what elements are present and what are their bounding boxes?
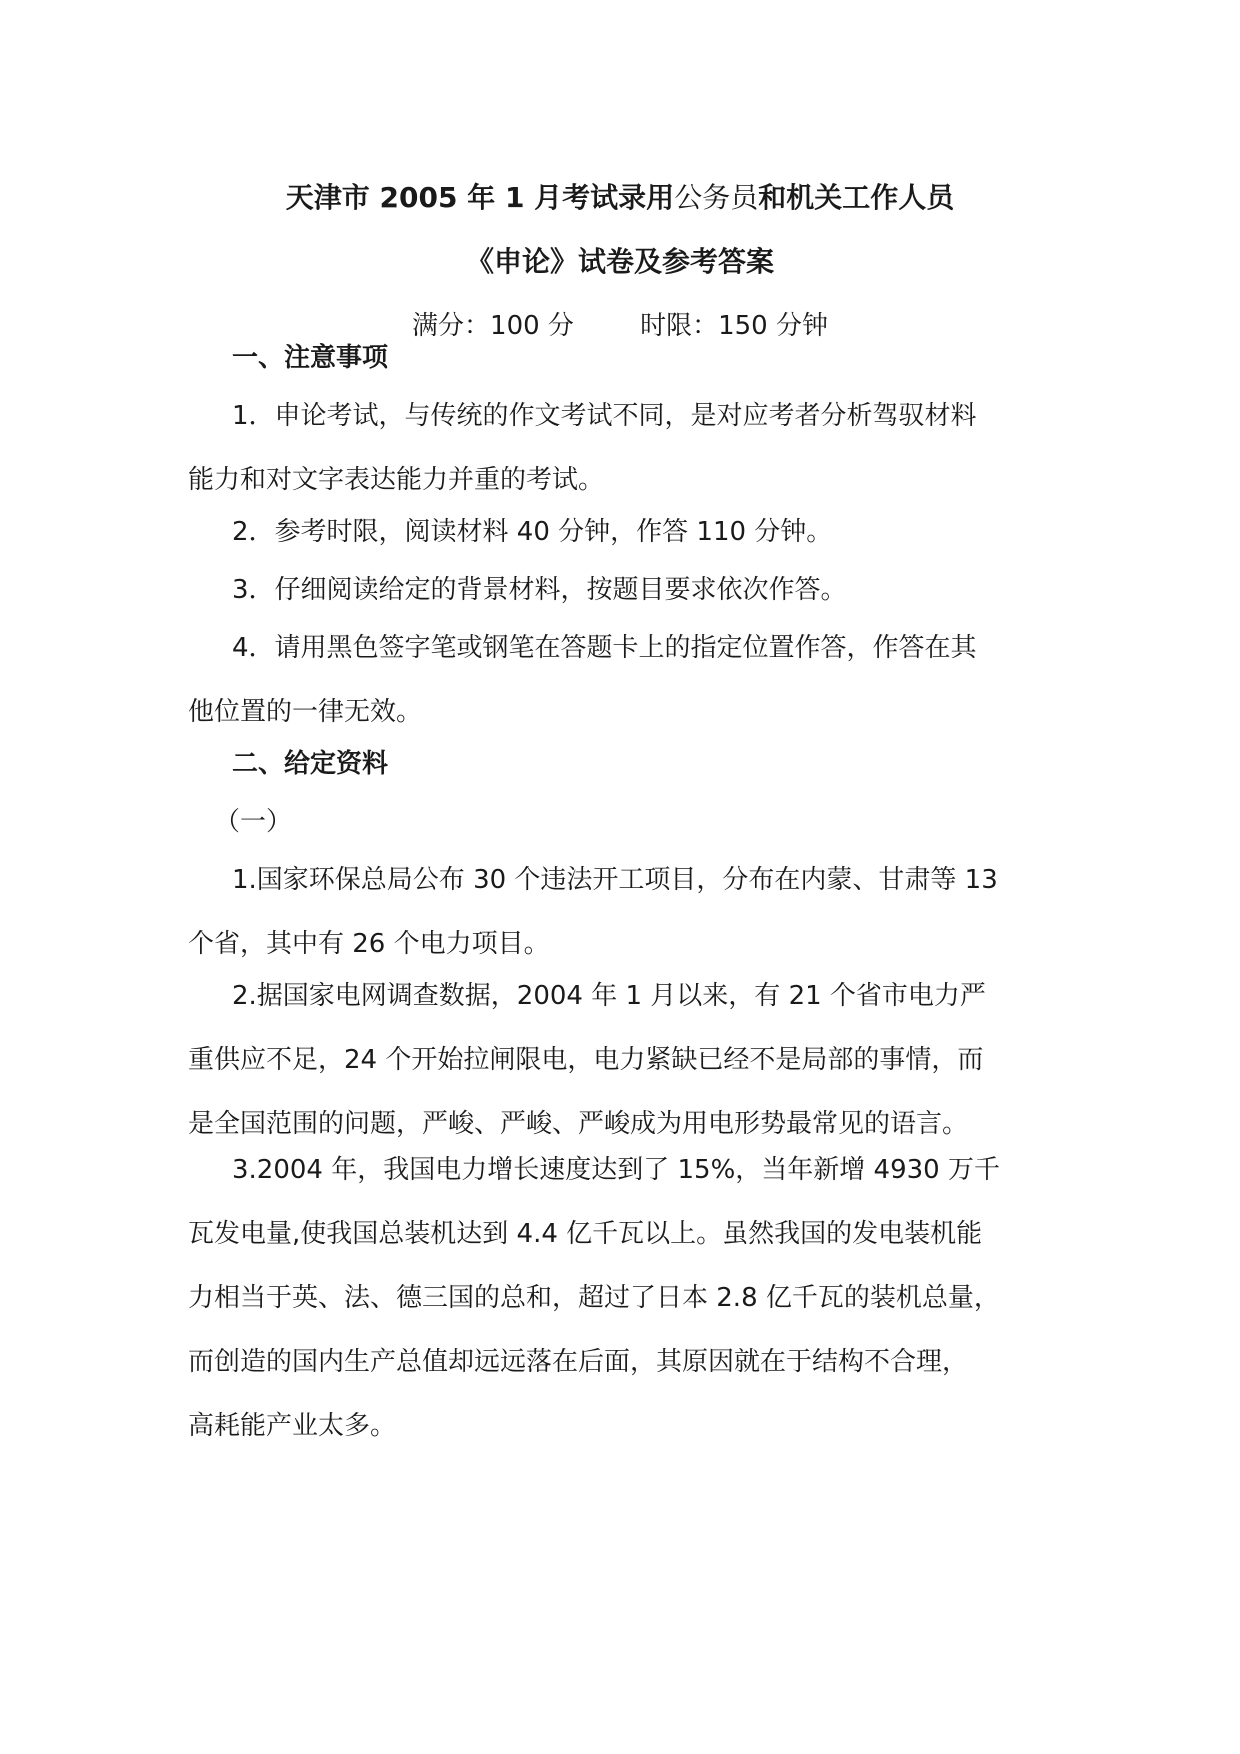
material-item-2-line-3: 是全国范围的问题，严峻、严峻、严峻成为用电形势最常见的语言。 (188, 1109, 969, 1139)
material-item-2 (188, 964, 1068, 1156)
full-score: 满分：100 分 (412, 311, 574, 341)
note-item-4 (188, 616, 1068, 744)
exam-meta (0, 294, 1240, 358)
material-item-2-line-2: 重供应不足，24 个开始拉闸限电，电力紧缺已经不是局部的事情，而 (188, 1045, 984, 1075)
material-item-1-line-2: 个省，其中有 26 个电力项目。 (188, 929, 550, 959)
section-heading-materials: 二、给定资料 (232, 749, 389, 779)
section-heading-notes: 一、注意事项 (232, 343, 389, 373)
material-item-1-line-1: 1.国家环保总局公布 30 个违法开工项目，分布在内蒙、甘肃等 13 (232, 865, 998, 895)
material-item-2-line-1: 2.据国家电网调查数据，2004 年 1 月以来，有 21 个省市电力严 (232, 981, 986, 1011)
material-item-3-line-2: 瓦发电量,使我国总装机达到 4.4 亿千瓦以上。虽然我国的发电装机能 (188, 1219, 983, 1249)
material-item-3-line-1: 3.2004 年，我国电力增长速度达到了 15%，当年新增 4930 万千 (232, 1155, 1000, 1185)
meta-spacer (574, 311, 640, 341)
note-item-4-line-1: 4．请用黑色签字笔或钢笔在答题卡上的指定位置作答，作答在其 (232, 633, 977, 663)
material-item-3 (188, 1138, 1068, 1458)
note-item-1-line-1: 1．申论考试，与传统的作文考试不同，是对应考者分析驾驭材料 (232, 401, 977, 431)
material-subsection-label: （一） (214, 807, 293, 837)
document-title (0, 166, 1240, 230)
note-item-3-line-1: 3．仔细阅读给定的背景材料，按题目要求依次作答。 (232, 575, 847, 605)
title-part3: 和机关工作人员 (758, 181, 955, 214)
note-item-3 (188, 558, 1068, 622)
title-part1: 天津市 2005 年 1 月考试录用 (285, 181, 675, 214)
document-subtitle: 《申论》试卷及参考答案 (465, 245, 774, 278)
note-item-1 (188, 384, 1068, 512)
note-item-2 (188, 500, 1068, 564)
note-item-4-line-2: 他位置的一律无效。 (188, 697, 423, 727)
note-item-1-line-2: 能力和对文字表达能力并重的考试。 (188, 465, 605, 495)
time-limit: 时限：150 分钟 (640, 311, 828, 341)
material-item-3-line-3: 力相当于英、法、德三国的总和，超过了日本 2.8 亿千瓦的装机总量， (188, 1283, 1000, 1313)
title-part2: 公务员 (674, 181, 759, 214)
material-item-3-line-4: 而创造的国内生产总值却远远落在后面，其原因就在于结构不合理， (188, 1347, 969, 1377)
note-item-2-line-1: 2．参考时限，阅读材料 40 分钟，作答 110 分钟。 (232, 517, 833, 547)
material-item-1 (188, 848, 1068, 976)
material-item-3-line-5: 高耗能产业太多。 (188, 1411, 397, 1441)
